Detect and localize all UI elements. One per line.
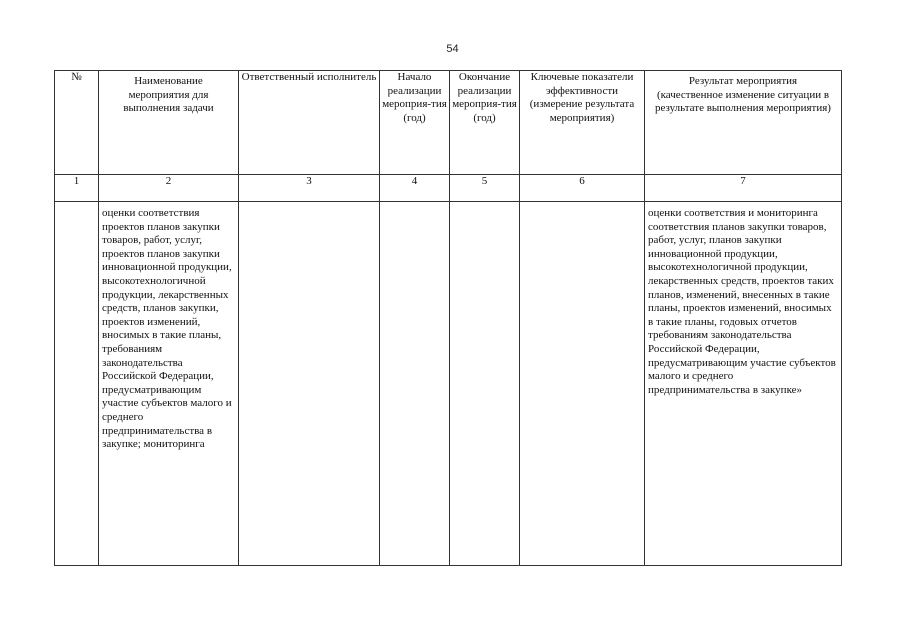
header-event-name: Наименование мероприятия для выполнения задачи <box>99 71 239 175</box>
column-number-row <box>55 175 842 202</box>
header-row <box>55 71 842 175</box>
column-number-6: 6 <box>520 175 645 202</box>
header-start-year: Начало реализации мероприя-тия (год) <box>380 71 450 175</box>
table-row <box>55 202 842 566</box>
header-responsible: Ответственный исполнитель <box>239 71 380 175</box>
column-number-3: 3 <box>239 175 380 202</box>
header-number: № <box>55 71 99 175</box>
column-number-5: 5 <box>450 175 520 202</box>
page-number: 54 <box>446 43 459 55</box>
cell-responsible <box>239 202 380 566</box>
column-number-4: 4 <box>380 175 450 202</box>
header-kpi: Ключевые показатели эффективности (измерение результата мероприятия) <box>520 71 645 175</box>
header-end-year: Окончание реализации мероприя-тия (год) <box>450 71 520 175</box>
cell-number <box>55 202 99 566</box>
cell-result: оценки соответствия и мониторинга соответствия планов закупки товаров, работ, услуг, планов закупки инновационной продукции, высокотехнологичной продукции, лекарственных средств, проектов таких планов, изменений, внесенных в такие планы, проектов изменений, вносимых в такие планы, годовых отчетов требованиям законодательства Российской Федерации, предусматривающим участие субъектов малого и среднего предпринимательства в закупке» <box>645 202 842 566</box>
column-number-7: 7 <box>645 175 842 202</box>
cell-end-year <box>450 202 520 566</box>
header-result: Результат мероприятия (качественное изменение ситуации в результате выполнения мероприятия) <box>645 71 842 175</box>
column-number-2: 2 <box>99 175 239 202</box>
cell-kpi <box>520 202 645 566</box>
events-table <box>54 70 842 566</box>
cell-event-name: оценки соответствия проектов планов закупки товаров, работ, услуг, проектов планов закупки инновационной продукции, высокотехнологичной продукции, лекарственных средств, планов закупки, проектов изменений, вносимых в такие планы, требованиям законодательства Российской Федерации, предусматривающим участие субъектов малого и среднего предпринимательства в закупке; мониторинга <box>99 202 239 566</box>
column-number-1: 1 <box>55 175 99 202</box>
cell-start-year <box>380 202 450 566</box>
